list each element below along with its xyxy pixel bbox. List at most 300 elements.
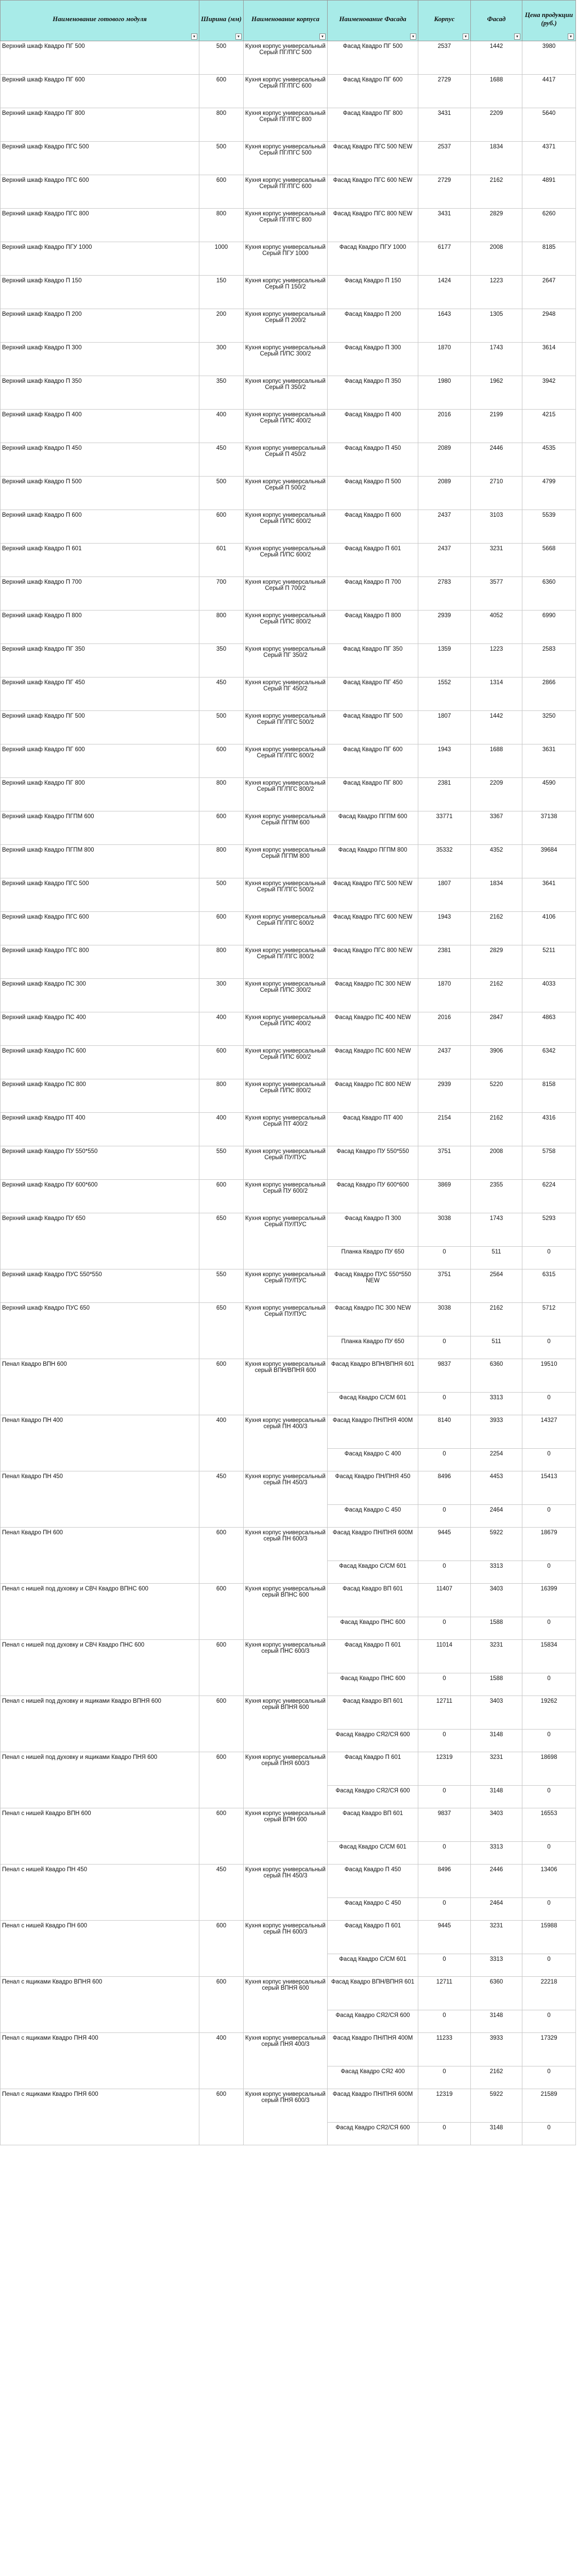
facade-name-cell[interactable]: Фасад Квадро ПН/ПНЯ 400М bbox=[328, 1415, 418, 1449]
facade-price-cell[interactable]: 1743 bbox=[471, 343, 522, 376]
corpus-name-cell[interactable]: Кухня корпус универсальный Серый ПУ/ПУС bbox=[244, 1269, 328, 1303]
module-name-cell[interactable]: Верхний шкаф Квадро П 601 bbox=[1, 544, 199, 577]
width-cell[interactable]: 500 bbox=[199, 711, 244, 744]
facade-price-cell[interactable]: 3231 bbox=[471, 544, 522, 577]
facade-price-cell[interactable]: 2162 bbox=[471, 2066, 522, 2089]
facade-name-cell[interactable]: Фасад Квадро С 450 bbox=[328, 1505, 418, 1528]
product-price-cell[interactable]: 0 bbox=[522, 1730, 576, 1752]
facade-price-cell[interactable]: 3933 bbox=[471, 2033, 522, 2066]
facade-name-cell[interactable]: Фасад Квадро ПУС 550*550 NEW bbox=[328, 1269, 418, 1303]
facade-price-cell[interactable]: 3231 bbox=[471, 1921, 522, 1954]
facade-name-cell[interactable]: Фасад Квадро ПГ 600 bbox=[328, 744, 418, 778]
corpus-name-cell[interactable]: Кухня корпус универсальный Серый П 150/2 bbox=[244, 276, 328, 309]
facade-price-cell[interactable]: 2847 bbox=[471, 1012, 522, 1046]
module-name-cell[interactable]: Верхний шкаф Квадро П 450 bbox=[1, 443, 199, 477]
product-price-cell[interactable]: 3614 bbox=[522, 343, 576, 376]
module-name-cell[interactable]: Верхний шкаф Квадро ПГПМ 800 bbox=[1, 845, 199, 878]
corpus-price-cell[interactable]: 12711 bbox=[418, 1696, 471, 1730]
module-name-cell[interactable]: Пенал с ящиками Квадро ВПНЯ 600 bbox=[1, 1977, 199, 2033]
facade-price-cell[interactable]: 2564 bbox=[471, 1269, 522, 1303]
facade-name-cell[interactable]: Фасад Квадро С/СМ 601 bbox=[328, 1561, 418, 1584]
product-price-cell[interactable]: 0 bbox=[522, 1898, 576, 1921]
facade-name-cell[interactable]: Фасад Квадро ПС 300 NEW bbox=[328, 979, 418, 1012]
facade-name-cell[interactable]: Фасад Квадро П 300 bbox=[328, 343, 418, 376]
facade-name-cell[interactable]: Фасад Квадро ПГ 500 bbox=[328, 711, 418, 744]
corpus-price-cell[interactable]: 1424 bbox=[418, 276, 471, 309]
facade-name-cell[interactable]: Фасад Квадро П 700 bbox=[328, 577, 418, 611]
corpus-name-cell[interactable]: Кухня корпус универсальный Серый ПГ/ПГС 500 bbox=[244, 41, 328, 75]
corpus-name-cell[interactable]: Кухня корпус универсальный Серый П/ПС 600/2 bbox=[244, 510, 328, 544]
product-price-cell[interactable]: 15834 bbox=[522, 1640, 576, 1673]
width-cell[interactable]: 400 bbox=[199, 1415, 244, 1471]
width-cell[interactable]: 400 bbox=[199, 2033, 244, 2089]
product-price-cell[interactable]: 4535 bbox=[522, 443, 576, 477]
module-name-cell[interactable]: Пенал с нишей Квадро ПН 600 bbox=[1, 1921, 199, 1977]
corpus-price-cell[interactable]: 0 bbox=[418, 1247, 471, 1269]
product-price-cell[interactable]: 6990 bbox=[522, 611, 576, 644]
width-cell[interactable]: 800 bbox=[199, 778, 244, 811]
width-cell[interactable]: 800 bbox=[199, 845, 244, 878]
facade-price-cell[interactable]: 3103 bbox=[471, 510, 522, 544]
facade-price-cell[interactable]: 2254 bbox=[471, 1449, 522, 1471]
facade-name-cell[interactable]: Фасад Квадро СЯ2/СЯ 600 bbox=[328, 1730, 418, 1752]
corpus-price-cell[interactable]: 2537 bbox=[418, 41, 471, 75]
corpus-price-cell[interactable]: 11233 bbox=[418, 2033, 471, 2066]
product-price-cell[interactable]: 0 bbox=[522, 2123, 576, 2145]
product-price-cell[interactable]: 21589 bbox=[522, 2089, 576, 2123]
module-name-cell[interactable]: Верхний шкаф Квадро ПГ 350 bbox=[1, 644, 199, 677]
facade-price-cell[interactable]: 2162 bbox=[471, 1113, 522, 1146]
facade-price-cell[interactable]: 1442 bbox=[471, 41, 522, 75]
corpus-price-cell[interactable]: 12319 bbox=[418, 1752, 471, 1786]
corpus-name-cell[interactable]: Кухня корпус универсальный Серый П/ПС 800/2 bbox=[244, 611, 328, 644]
corpus-price-cell[interactable]: 12319 bbox=[418, 2089, 471, 2123]
facade-name-cell[interactable]: Фасад Квадро ПНС 600 bbox=[328, 1617, 418, 1640]
facade-price-cell[interactable]: 2209 bbox=[471, 108, 522, 142]
facade-name-cell[interactable]: Фасад Квадро ПГС 500 NEW bbox=[328, 142, 418, 175]
width-cell[interactable]: 450 bbox=[199, 1471, 244, 1528]
module-name-cell[interactable]: Верхний шкаф Квадро ПУ 550*550 bbox=[1, 1146, 199, 1180]
product-price-cell[interactable]: 0 bbox=[522, 1561, 576, 1584]
facade-price-cell[interactable]: 3313 bbox=[471, 1842, 522, 1865]
facade-price-cell[interactable]: 5922 bbox=[471, 2089, 522, 2123]
width-cell[interactable]: 600 bbox=[199, 2089, 244, 2145]
width-cell[interactable]: 600 bbox=[199, 1180, 244, 1213]
facade-name-cell[interactable]: Фасад Квадро ПУ 550*550 bbox=[328, 1146, 418, 1180]
module-name-cell[interactable]: Верхний шкаф Квадро ПГ 800 bbox=[1, 778, 199, 811]
width-cell[interactable]: 600 bbox=[199, 1640, 244, 1696]
module-name-cell[interactable]: Верхний шкаф Квадро ПГС 500 bbox=[1, 878, 199, 912]
width-cell[interactable]: 800 bbox=[199, 945, 244, 979]
width-cell[interactable]: 500 bbox=[199, 142, 244, 175]
facade-price-cell[interactable]: 1962 bbox=[471, 376, 522, 410]
corpus-price-cell[interactable]: 2016 bbox=[418, 1012, 471, 1046]
module-name-cell[interactable]: Верхний шкаф Квадро П 500 bbox=[1, 477, 199, 510]
corpus-name-cell[interactable]: Кухня корпус универсальный Серый П/ПС 300/2 bbox=[244, 343, 328, 376]
facade-price-cell[interactable]: 1588 bbox=[471, 1617, 522, 1640]
corpus-price-cell[interactable]: 3751 bbox=[418, 1146, 471, 1180]
width-cell[interactable]: 600 bbox=[199, 1528, 244, 1584]
width-cell[interactable]: 650 bbox=[199, 1213, 244, 1269]
module-name-cell[interactable]: Верхний шкаф Квадро П 200 bbox=[1, 309, 199, 343]
module-name-cell[interactable]: Пенал с нишей Квадро ПН 450 bbox=[1, 1865, 199, 1921]
corpus-price-cell[interactable]: 0 bbox=[418, 1561, 471, 1584]
corpus-name-cell[interactable]: Кухня корпус универсальный Серый ПУ/ПУС bbox=[244, 1213, 328, 1269]
corpus-name-cell[interactable]: Кухня корпус универсальный Серый П 200/2 bbox=[244, 309, 328, 343]
width-cell[interactable]: 600 bbox=[199, 1752, 244, 1808]
corpus-name-cell[interactable]: Кухня корпус универсальный Серый ПГ/ПГС 800/2 bbox=[244, 945, 328, 979]
product-price-cell[interactable]: 4033 bbox=[522, 979, 576, 1012]
facade-price-cell[interactable]: 2162 bbox=[471, 979, 522, 1012]
corpus-name-cell[interactable]: Кухня корпус универсальный серый ПН 400/3 bbox=[244, 1415, 328, 1471]
corpus-price-cell[interactable]: 11407 bbox=[418, 1584, 471, 1617]
corpus-price-cell[interactable]: 2437 bbox=[418, 1046, 471, 1079]
product-price-cell[interactable]: 2866 bbox=[522, 677, 576, 711]
corpus-name-cell[interactable]: Кухня корпус универсальный Серый П 700/2 bbox=[244, 577, 328, 611]
corpus-name-cell[interactable]: Кухня корпус универсальный Серый ПГ/ПГС 500 bbox=[244, 142, 328, 175]
corpus-price-cell[interactable]: 6177 bbox=[418, 242, 471, 276]
facade-name-cell[interactable]: Фасад Квадро ПГС 600 NEW bbox=[328, 175, 418, 209]
product-price-cell[interactable]: 6260 bbox=[522, 209, 576, 242]
facade-price-cell[interactable]: 3313 bbox=[471, 1393, 522, 1415]
corpus-price-cell[interactable]: 0 bbox=[418, 2010, 471, 2033]
facade-price-cell[interactable]: 2008 bbox=[471, 242, 522, 276]
product-price-cell[interactable]: 4106 bbox=[522, 912, 576, 945]
corpus-price-cell[interactable]: 0 bbox=[418, 1505, 471, 1528]
module-name-cell[interactable]: Пенал с нишей под духовку и СВЧ Квадро ПНС 600 bbox=[1, 1640, 199, 1696]
product-price-cell[interactable]: 0 bbox=[522, 1842, 576, 1865]
width-cell[interactable]: 300 bbox=[199, 343, 244, 376]
facade-price-cell[interactable]: 1688 bbox=[471, 744, 522, 778]
module-name-cell[interactable]: Верхний шкаф Квадро П 400 bbox=[1, 410, 199, 443]
corpus-price-cell[interactable]: 0 bbox=[418, 1336, 471, 1359]
product-price-cell[interactable]: 4371 bbox=[522, 142, 576, 175]
facade-price-cell[interactable]: 4352 bbox=[471, 845, 522, 878]
corpus-price-cell[interactable]: 2437 bbox=[418, 544, 471, 577]
width-cell[interactable]: 500 bbox=[199, 878, 244, 912]
corpus-name-cell[interactable]: Кухня корпус универсальный серый ВПНЯ 600 bbox=[244, 1977, 328, 2033]
facade-price-cell[interactable]: 2199 bbox=[471, 410, 522, 443]
corpus-name-cell[interactable]: Кухня корпус универсальный серый ВПНС 600 bbox=[244, 1584, 328, 1640]
corpus-price-cell[interactable]: 12711 bbox=[418, 1977, 471, 2010]
product-price-cell[interactable]: 6342 bbox=[522, 1046, 576, 1079]
filter-dropdown-icon[interactable]: ▼ bbox=[235, 33, 242, 40]
facade-price-cell[interactable]: 1442 bbox=[471, 711, 522, 744]
corpus-name-cell[interactable]: Кухня корпус универсальный серый ВПНЯ 600 bbox=[244, 1696, 328, 1752]
width-cell[interactable]: 800 bbox=[199, 108, 244, 142]
corpus-price-cell[interactable]: 0 bbox=[418, 2066, 471, 2089]
corpus-name-cell[interactable]: Кухня корпус универсальный серый ПНЯ 400/3 bbox=[244, 2033, 328, 2089]
corpus-name-cell[interactable]: Кухня корпус универсальный Серый ПГ 450/2 bbox=[244, 677, 328, 711]
facade-name-cell[interactable]: Фасад Квадро П 601 bbox=[328, 1752, 418, 1786]
facade-price-cell[interactable]: 3231 bbox=[471, 1640, 522, 1673]
facade-name-cell[interactable]: Фасад Квадро СЯ2/СЯ 600 bbox=[328, 2123, 418, 2145]
corpus-name-cell[interactable]: Кухня корпус универсальный Серый П/ПС 400/2 bbox=[244, 1012, 328, 1046]
corpus-price-cell[interactable]: 11014 bbox=[418, 1640, 471, 1673]
facade-price-cell[interactable]: 3231 bbox=[471, 1752, 522, 1786]
facade-name-cell[interactable]: Фасад Квадро П 300 bbox=[328, 1213, 418, 1247]
width-cell[interactable]: 200 bbox=[199, 309, 244, 343]
facade-name-cell[interactable]: Фасад Квадро ПС 300 NEW bbox=[328, 1303, 418, 1336]
facade-name-cell[interactable]: Фасад Квадро ПН/ПНЯ 600М bbox=[328, 2089, 418, 2123]
facade-price-cell[interactable]: 2162 bbox=[471, 1303, 522, 1336]
facade-name-cell[interactable]: Фасад Квадро ПГС 600 NEW bbox=[328, 912, 418, 945]
product-price-cell[interactable]: 37138 bbox=[522, 811, 576, 845]
corpus-price-cell[interactable]: 2016 bbox=[418, 410, 471, 443]
product-price-cell[interactable]: 5640 bbox=[522, 108, 576, 142]
width-cell[interactable]: 450 bbox=[199, 677, 244, 711]
facade-name-cell[interactable]: Фасад Квадро П 500 bbox=[328, 477, 418, 510]
facade-name-cell[interactable]: Фасад Квадро ПГС 800 NEW bbox=[328, 209, 418, 242]
module-name-cell[interactable]: Пенал с нишей под духовку и ящиками Квадро ВПНЯ 600 bbox=[1, 1696, 199, 1752]
product-price-cell[interactable]: 4215 bbox=[522, 410, 576, 443]
product-price-cell[interactable]: 2948 bbox=[522, 309, 576, 343]
product-price-cell[interactable]: 39684 bbox=[522, 845, 576, 878]
width-cell[interactable]: 600 bbox=[199, 1046, 244, 1079]
product-price-cell[interactable]: 5668 bbox=[522, 544, 576, 577]
facade-price-cell[interactable]: 4453 bbox=[471, 1471, 522, 1505]
facade-name-cell[interactable]: Фасад Квадро ПС 800 NEW bbox=[328, 1079, 418, 1113]
product-price-cell[interactable]: 5293 bbox=[522, 1213, 576, 1247]
facade-name-cell[interactable]: Фасад Квадро ПГУ 1000 bbox=[328, 242, 418, 276]
corpus-price-cell[interactable]: 2939 bbox=[418, 611, 471, 644]
corpus-name-cell[interactable]: Кухня корпус универсальный серый ПН 600/3 bbox=[244, 1921, 328, 1977]
facade-price-cell[interactable]: 1305 bbox=[471, 309, 522, 343]
facade-price-cell[interactable]: 2446 bbox=[471, 1865, 522, 1898]
corpus-price-cell[interactable]: 8140 bbox=[418, 1415, 471, 1449]
module-name-cell[interactable]: Верхний шкаф Квадро П 700 bbox=[1, 577, 199, 611]
corpus-name-cell[interactable]: Кухня корпус универсальный Серый П/ПС 600/2 bbox=[244, 544, 328, 577]
module-name-cell[interactable]: Верхний шкаф Квадро ПГ 600 bbox=[1, 75, 199, 108]
module-name-cell[interactable]: Пенал с ящиками Квадро ПНЯ 400 bbox=[1, 2033, 199, 2089]
width-cell[interactable]: 650 bbox=[199, 1303, 244, 1359]
module-name-cell[interactable]: Верхний шкаф Квадро ПГС 600 bbox=[1, 912, 199, 945]
module-name-cell[interactable]: Верхний шкаф Квадро ПГС 800 bbox=[1, 945, 199, 979]
width-cell[interactable]: 300 bbox=[199, 979, 244, 1012]
width-cell[interactable]: 800 bbox=[199, 1079, 244, 1113]
product-price-cell[interactable]: 16553 bbox=[522, 1808, 576, 1842]
corpus-name-cell[interactable]: Кухня корпус универсальный Серый ПГ/ПГС 500/2 bbox=[244, 878, 328, 912]
width-cell[interactable]: 600 bbox=[199, 811, 244, 845]
facade-name-cell[interactable]: Фасад Квадро ПУ 600*600 bbox=[328, 1180, 418, 1213]
product-price-cell[interactable]: 4799 bbox=[522, 477, 576, 510]
product-price-cell[interactable]: 0 bbox=[522, 1449, 576, 1471]
width-cell[interactable]: 601 bbox=[199, 544, 244, 577]
corpus-name-cell[interactable]: Кухня корпус универсальный Серый ПГПМ 800 bbox=[244, 845, 328, 878]
facade-price-cell[interactable]: 2162 bbox=[471, 912, 522, 945]
product-price-cell[interactable]: 3250 bbox=[522, 711, 576, 744]
corpus-price-cell[interactable]: 0 bbox=[418, 1786, 471, 1808]
module-name-cell[interactable]: Пенал с нишей под духовку и СВЧ Квадро ВПНС 600 bbox=[1, 1584, 199, 1640]
width-cell[interactable]: 550 bbox=[199, 1146, 244, 1180]
facade-price-cell[interactable]: 1223 bbox=[471, 276, 522, 309]
corpus-price-cell[interactable]: 3038 bbox=[418, 1213, 471, 1247]
width-cell[interactable]: 1000 bbox=[199, 242, 244, 276]
corpus-name-cell[interactable]: Кухня корпус универсальный серый ПН 600/3 bbox=[244, 1528, 328, 1584]
product-price-cell[interactable]: 22218 bbox=[522, 1977, 576, 2010]
module-name-cell[interactable]: Верхний шкаф Квадро П 350 bbox=[1, 376, 199, 410]
corpus-name-cell[interactable]: Кухня корпус универсальный Серый П/ПС 800/2 bbox=[244, 1079, 328, 1113]
module-name-cell[interactable]: Верхний шкаф Квадро ПГС 500 bbox=[1, 142, 199, 175]
product-price-cell[interactable]: 4891 bbox=[522, 175, 576, 209]
facade-name-cell[interactable]: Фасад Квадро ПГС 800 NEW bbox=[328, 945, 418, 979]
corpus-price-cell[interactable]: 8496 bbox=[418, 1471, 471, 1505]
product-price-cell[interactable]: 3980 bbox=[522, 41, 576, 75]
corpus-price-cell[interactable]: 3431 bbox=[418, 108, 471, 142]
width-cell[interactable]: 350 bbox=[199, 376, 244, 410]
facade-price-cell[interactable]: 3313 bbox=[471, 1561, 522, 1584]
header-corpus-name[interactable]: Наименование корпуса ▼ bbox=[244, 1, 328, 41]
facade-price-cell[interactable]: 2162 bbox=[471, 175, 522, 209]
facade-name-cell[interactable]: Фасад Квадро С/СМ 601 bbox=[328, 1842, 418, 1865]
facade-price-cell[interactable]: 5220 bbox=[471, 1079, 522, 1113]
width-cell[interactable]: 800 bbox=[199, 209, 244, 242]
width-cell[interactable]: 350 bbox=[199, 644, 244, 677]
width-cell[interactable]: 400 bbox=[199, 1012, 244, 1046]
facade-name-cell[interactable]: Фасад Квадро ВПН/ВПНЯ 601 bbox=[328, 1359, 418, 1393]
corpus-price-cell[interactable]: 3869 bbox=[418, 1180, 471, 1213]
corpus-price-cell[interactable]: 33771 bbox=[418, 811, 471, 845]
module-name-cell[interactable]: Верхний шкаф Квадро ПГС 600 bbox=[1, 175, 199, 209]
facade-name-cell[interactable]: Фасад Квадро ПН/ПНЯ 400М bbox=[328, 2033, 418, 2066]
width-cell[interactable]: 600 bbox=[199, 1921, 244, 1977]
product-price-cell[interactable]: 16399 bbox=[522, 1584, 576, 1617]
corpus-name-cell[interactable]: Кухня корпус универсальный серый ПН 450/3 bbox=[244, 1471, 328, 1528]
facade-price-cell[interactable]: 2464 bbox=[471, 1898, 522, 1921]
module-name-cell[interactable]: Верхний шкаф Квадро П 150 bbox=[1, 276, 199, 309]
module-name-cell[interactable]: Верхний шкаф Квадро П 300 bbox=[1, 343, 199, 376]
module-name-cell[interactable]: Пенал с нишей Квадро ВПН 600 bbox=[1, 1808, 199, 1865]
width-cell[interactable]: 600 bbox=[199, 744, 244, 778]
corpus-name-cell[interactable]: Кухня корпус универсальный Серый ПГ 350/2 bbox=[244, 644, 328, 677]
product-price-cell[interactable]: 19510 bbox=[522, 1359, 576, 1393]
filter-dropdown-icon[interactable]: ▼ bbox=[191, 33, 197, 40]
module-name-cell[interactable]: Верхний шкаф Квадро ПГ 800 bbox=[1, 108, 199, 142]
width-cell[interactable]: 600 bbox=[199, 912, 244, 945]
width-cell[interactable]: 450 bbox=[199, 443, 244, 477]
module-name-cell[interactable]: Верхний шкаф Квадро П 800 bbox=[1, 611, 199, 644]
corpus-price-cell[interactable]: 2089 bbox=[418, 443, 471, 477]
facade-name-cell[interactable]: Планка Квадро ПУ 650 bbox=[328, 1336, 418, 1359]
facade-price-cell[interactable]: 3403 bbox=[471, 1696, 522, 1730]
module-name-cell[interactable]: Пенал Квадро ПН 450 bbox=[1, 1471, 199, 1528]
facade-name-cell[interactable]: Фасад Квадро ПН/ПНЯ 600М bbox=[328, 1528, 418, 1561]
module-name-cell[interactable]: Верхний шкаф Квадро ПГПМ 600 bbox=[1, 811, 199, 845]
facade-name-cell[interactable]: Фасад Квадро С 400 bbox=[328, 1449, 418, 1471]
product-price-cell[interactable]: 0 bbox=[522, 2010, 576, 2033]
facade-name-cell[interactable]: Фасад Квадро ПГ 450 bbox=[328, 677, 418, 711]
module-name-cell[interactable]: Верхний шкаф Квадро ПС 600 bbox=[1, 1046, 199, 1079]
facade-name-cell[interactable]: Фасад Квадро П 600 bbox=[328, 510, 418, 544]
product-price-cell[interactable]: 15988 bbox=[522, 1921, 576, 1954]
product-price-cell[interactable]: 8158 bbox=[522, 1079, 576, 1113]
width-cell[interactable]: 550 bbox=[199, 1269, 244, 1303]
product-price-cell[interactable]: 0 bbox=[522, 1673, 576, 1696]
facade-price-cell[interactable]: 3148 bbox=[471, 1730, 522, 1752]
facade-name-cell[interactable]: Фасад Квадро П 450 bbox=[328, 1865, 418, 1898]
module-name-cell[interactable]: Верхний шкаф Квадро ПУС 550*550 bbox=[1, 1269, 199, 1303]
width-cell[interactable]: 500 bbox=[199, 41, 244, 75]
corpus-price-cell[interactable]: 0 bbox=[418, 2123, 471, 2145]
product-price-cell[interactable]: 0 bbox=[522, 1393, 576, 1415]
product-price-cell[interactable]: 0 bbox=[522, 1247, 576, 1269]
facade-price-cell[interactable]: 1688 bbox=[471, 75, 522, 108]
product-price-cell[interactable]: 0 bbox=[522, 1954, 576, 1977]
corpus-price-cell[interactable]: 1943 bbox=[418, 912, 471, 945]
facade-price-cell[interactable]: 3577 bbox=[471, 577, 522, 611]
corpus-price-cell[interactable]: 0 bbox=[418, 1449, 471, 1471]
facade-price-cell[interactable]: 2710 bbox=[471, 477, 522, 510]
facade-name-cell[interactable]: Фасад Квадро П 601 bbox=[328, 1640, 418, 1673]
module-name-cell[interactable]: Верхний шкаф Квадро ПС 400 bbox=[1, 1012, 199, 1046]
facade-name-cell[interactable]: Фасад Квадро СЯ2/СЯ 600 bbox=[328, 1786, 418, 1808]
width-cell[interactable]: 600 bbox=[199, 1696, 244, 1752]
corpus-price-cell[interactable]: 2381 bbox=[418, 778, 471, 811]
product-price-cell[interactable]: 5211 bbox=[522, 945, 576, 979]
product-price-cell[interactable]: 8185 bbox=[522, 242, 576, 276]
module-name-cell[interactable]: Верхний шкаф Квадро ПУС 650 bbox=[1, 1303, 199, 1359]
corpus-price-cell[interactable]: 1643 bbox=[418, 309, 471, 343]
facade-name-cell[interactable]: Фасад Квадро П 800 bbox=[328, 611, 418, 644]
width-cell[interactable]: 600 bbox=[199, 1584, 244, 1640]
corpus-price-cell[interactable]: 2381 bbox=[418, 945, 471, 979]
corpus-name-cell[interactable]: Кухня корпус универсальный Серый ПГ/ПГС 800 bbox=[244, 108, 328, 142]
facade-name-cell[interactable]: Фасад Квадро ПС 400 NEW bbox=[328, 1012, 418, 1046]
filter-dropdown-icon[interactable]: ▼ bbox=[319, 33, 326, 40]
facade-price-cell[interactable]: 3403 bbox=[471, 1584, 522, 1617]
corpus-name-cell[interactable]: Кухня корпус универсальный серый ПНЯ 600/3 bbox=[244, 2089, 328, 2145]
product-price-cell[interactable]: 6360 bbox=[522, 577, 576, 611]
width-cell[interactable]: 450 bbox=[199, 1865, 244, 1921]
facade-name-cell[interactable]: Фасад Квадро ПГ 350 bbox=[328, 644, 418, 677]
facade-name-cell[interactable]: Фасад Квадро ВП 601 bbox=[328, 1808, 418, 1842]
facade-price-cell[interactable]: 2355 bbox=[471, 1180, 522, 1213]
facade-price-cell[interactable]: 1314 bbox=[471, 677, 522, 711]
module-name-cell[interactable]: Верхний шкаф Квадро ПГУ 1000 bbox=[1, 242, 199, 276]
corpus-name-cell[interactable]: Кухня корпус универсальный Серый П/ПС 300/2 bbox=[244, 979, 328, 1012]
corpus-price-cell[interactable]: 1552 bbox=[418, 677, 471, 711]
header-module-name[interactable]: Наименование готового модуля ▼ bbox=[1, 1, 199, 41]
corpus-name-cell[interactable]: Кухня корпус универсальный Серый П/ПС 400/2 bbox=[244, 410, 328, 443]
header-facade-price[interactable]: Фасад ▼ bbox=[471, 1, 522, 41]
corpus-price-cell[interactable]: 0 bbox=[418, 1954, 471, 1977]
module-name-cell[interactable]: Верхний шкаф Квадро ПГ 600 bbox=[1, 744, 199, 778]
product-price-cell[interactable]: 0 bbox=[522, 1617, 576, 1640]
corpus-price-cell[interactable]: 1359 bbox=[418, 644, 471, 677]
width-cell[interactable]: 600 bbox=[199, 175, 244, 209]
filter-dropdown-icon[interactable]: ▼ bbox=[514, 33, 520, 40]
facade-name-cell[interactable]: Фасад Квадро ПТ 400 bbox=[328, 1113, 418, 1146]
corpus-price-cell[interactable]: 9445 bbox=[418, 1921, 471, 1954]
product-price-cell[interactable]: 4590 bbox=[522, 778, 576, 811]
corpus-name-cell[interactable]: Кухня корпус универсальный серый ВПН 600 bbox=[244, 1808, 328, 1865]
facade-price-cell[interactable]: 6360 bbox=[471, 1359, 522, 1393]
corpus-price-cell[interactable]: 8496 bbox=[418, 1865, 471, 1898]
facade-name-cell[interactable]: Фасад Квадро ПС 600 NEW bbox=[328, 1046, 418, 1079]
product-price-cell[interactable]: 5539 bbox=[522, 510, 576, 544]
corpus-price-cell[interactable]: 2089 bbox=[418, 477, 471, 510]
corpus-price-cell[interactable]: 0 bbox=[418, 1842, 471, 1865]
product-price-cell[interactable]: 0 bbox=[522, 1786, 576, 1808]
module-name-cell[interactable]: Верхний шкаф Квадро ПГ 450 bbox=[1, 677, 199, 711]
facade-name-cell[interactable]: Фасад Квадро П 400 bbox=[328, 410, 418, 443]
product-price-cell[interactable]: 13406 bbox=[522, 1865, 576, 1898]
facade-price-cell[interactable]: 3906 bbox=[471, 1046, 522, 1079]
module-name-cell[interactable]: Верхний шкаф Квадро ПУ 650 bbox=[1, 1213, 199, 1269]
corpus-price-cell[interactable]: 9837 bbox=[418, 1808, 471, 1842]
facade-price-cell[interactable]: 3148 bbox=[471, 2010, 522, 2033]
facade-price-cell[interactable]: 2464 bbox=[471, 1505, 522, 1528]
